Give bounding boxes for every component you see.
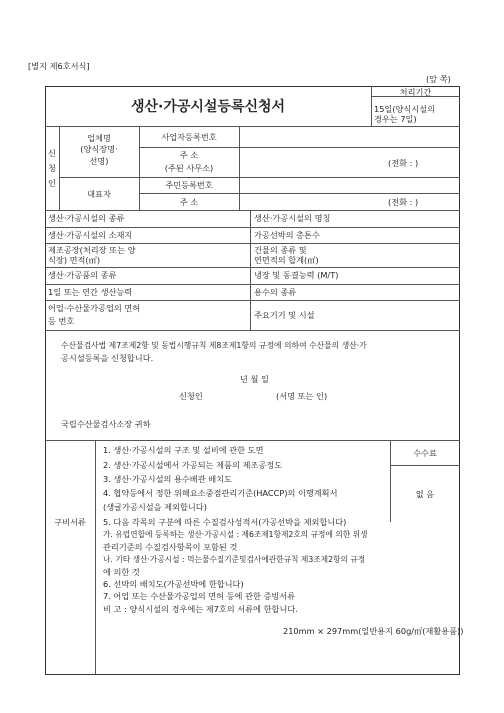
plant-area-label: 제조공장(처리장 또는 양 <box>48 245 136 255</box>
license-no-label-2: 등 번호 <box>48 316 75 326</box>
processing-period-value: 15일(양식시설의 <box>374 104 436 114</box>
address-field[interactable] <box>240 148 459 176</box>
document-item: 나. 기타 생산·가공시설 : 먹는물수질기준및검사에관한규칙 제3조제2항의 규정 <box>103 555 366 564</box>
document-item: 가. 유럽연합에 등록하는 생산·가공시설 : 제6조제1항제2호의 규정에 의한 위생 <box>103 530 368 539</box>
document-item: 관리기준의 수질검사항목이 포함된 것 <box>103 542 238 552</box>
license-no-label: 어업·수산물가공업의 면허 <box>48 303 141 313</box>
resident-reg-no-field[interactable] <box>240 178 459 192</box>
addressee: 국립수산물검사소장 귀하 <box>61 419 151 429</box>
address2-label: 주 소 <box>179 197 199 207</box>
phone2-label: (전화 : ) <box>388 197 419 207</box>
statement-text: 수산물검사법 제7조제2항 및 동법시행규칙 제8조제1항의 규정에 의하여 수산물의 생산·가 <box>61 341 367 350</box>
address-label: 주 소 <box>179 150 199 160</box>
representative-label: 대표자 <box>87 189 111 199</box>
address2-field[interactable] <box>240 194 459 209</box>
applicant-side-label-2: 청 <box>48 163 56 173</box>
facility-kind-label: 생산·가공시설의 종류 <box>48 213 125 223</box>
document-item: 6. 선박의 배치도(가공선박에 한합니다) <box>103 579 244 589</box>
paper-size-note: 210mm × 297mm(일반용지 60g/㎡(재활용품)) <box>283 626 464 636</box>
form-title: 생산·가공시설등록신청서 <box>130 99 286 115</box>
document-item: 4. 협약등에서 정한 위해요소중점관리기준(HACCP)의 이행계획서 <box>103 488 338 498</box>
business-name-label: 업체명 <box>87 133 111 143</box>
product-kind-label: 생산·가공품의 종류 <box>48 270 117 280</box>
document-item: 에 의한 것 <box>103 567 140 577</box>
signature-label: (서명 또는 인) <box>276 391 328 401</box>
vessel-tonnage-label: 가공선박의 총톤수 <box>254 230 320 240</box>
document-item: 3. 생산·가공시설의 용수배관 배치도 <box>103 474 232 484</box>
document-item: 5. 다음 각목의 구분에 따른 수질검사성적서(가공선박을 제외합니다) <box>103 517 347 527</box>
document-item: 비 고 : 양식시설의 경우에는 제7호의 서류에 한합니다. <box>103 604 298 614</box>
business-reg-no-field[interactable] <box>240 127 459 146</box>
processing-period-value-2: 경우는 7일) <box>374 114 417 124</box>
equipment-label: 주요기기 및 시설 <box>254 310 315 320</box>
facility-name-label: 생산·가공시설의 명칭 <box>254 213 331 223</box>
phone-label: (전화 : ) <box>388 158 419 168</box>
document-item: 7. 어업 또는 수산물가공업의 면허 등에 관한 증빙서류 <box>103 591 296 601</box>
documents-label: 구비서류 <box>54 517 86 527</box>
fee-label: 수수료 <box>413 448 437 458</box>
page-side-label: (앞 쪽) <box>426 74 451 84</box>
building-label-2: 연면적의 합계(㎡) <box>254 255 319 265</box>
business-name-label-3: 선명) <box>89 156 109 166</box>
document-item: 2. 생산·가공시설에서 가공되는 제품의 제조공정도 <box>103 460 283 470</box>
production-capacity-label: 1일 또는 연간 생산능력 <box>48 287 133 297</box>
facility-location-label: 생산·가공시설의 소재지 <box>48 230 133 240</box>
form-number-label: [별지 제6호서식] <box>28 61 90 71</box>
address-sub-label: (주된 사무소) <box>164 163 214 173</box>
building-label: 건물의 종류 및 <box>254 245 307 255</box>
resident-reg-no-label: 주민등록번호 <box>165 180 213 190</box>
freezer-capacity-label: 냉장 및 동결능력 (M/T) <box>254 270 339 280</box>
document-item: 1. 생산·가공시설의 구조 및 설비에 관한 도면 <box>103 445 264 455</box>
business-name-label-2: (양식장명· <box>80 144 118 154</box>
plant-area-label-2: 식장) 면적(㎡) <box>48 255 101 265</box>
water-kind-label: 용수의 종류 <box>254 287 297 297</box>
document-item: (생굴가공시설을 제외합니다) <box>103 502 207 512</box>
fee-value: 없 음 <box>415 489 435 499</box>
applicant-side-label-3: 인 <box>48 178 56 188</box>
date-line: 년 월 일 <box>240 374 269 384</box>
processing-period-label: 처리기간 <box>399 87 432 97</box>
business-reg-no-label: 사업자등록번호 <box>161 132 217 142</box>
applicant-sign-label: 신청인 <box>179 391 203 401</box>
statement-text-2: 공시설등록을 신청합니다. <box>61 353 154 363</box>
applicant-side-label-1: 신 <box>48 148 56 158</box>
